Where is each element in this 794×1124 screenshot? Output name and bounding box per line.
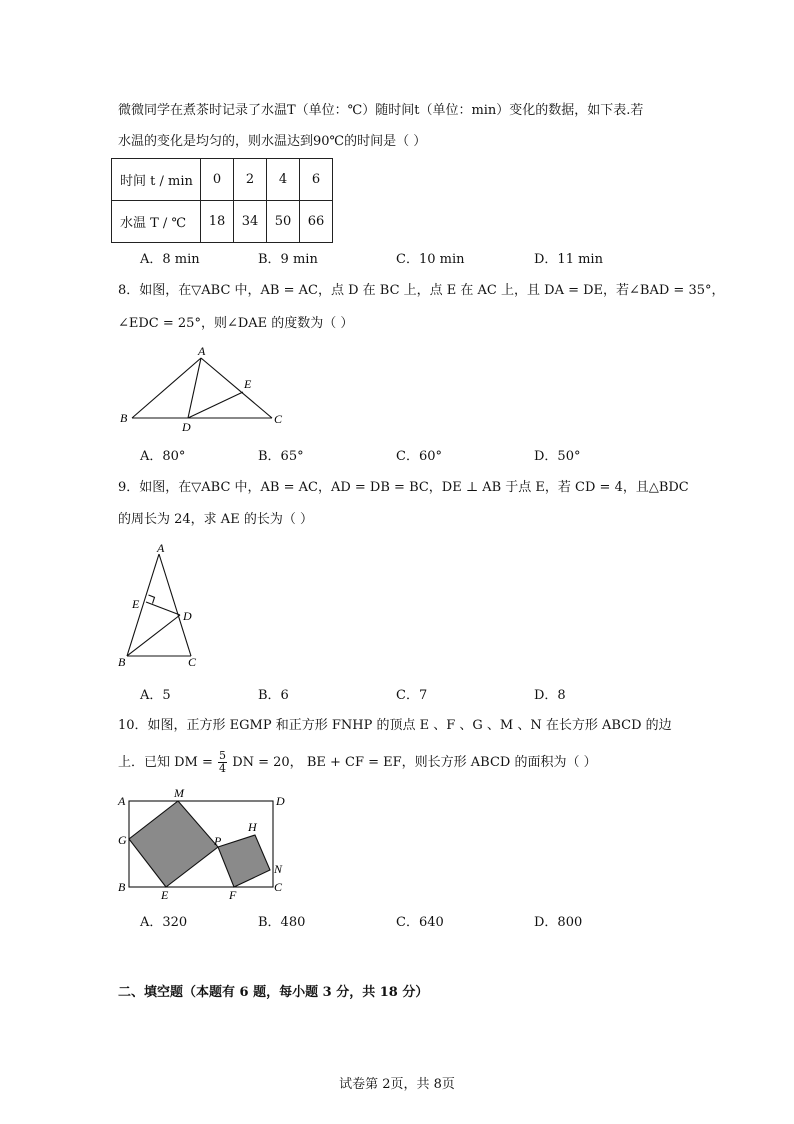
label-e: E: [132, 597, 140, 611]
option-d[interactable]: D．800: [534, 915, 583, 930]
table-cell: 4: [267, 159, 300, 201]
label-b: B: [120, 411, 128, 425]
label-d: D: [276, 794, 285, 808]
q9-options: [140, 686, 700, 706]
label-c: C: [274, 412, 283, 426]
table-row: [112, 159, 333, 201]
label-e: E: [244, 377, 252, 391]
table-header-temp: 水温 T / ℃: [112, 201, 201, 243]
label-g: G: [118, 833, 127, 847]
label-e: E: [161, 888, 169, 902]
page-footer: 试卷第 2页，共 8页: [339, 1077, 455, 1092]
q10-rectangle-figure: [112, 785, 302, 905]
label-h: H: [248, 820, 257, 834]
table-cell: 34: [234, 201, 267, 243]
table-cell: 50: [267, 201, 300, 243]
q8-line-2: ∠EDC = 25°，则∠DAE 的度数为（ ）: [118, 316, 354, 331]
label-m: M: [174, 786, 184, 800]
q7-line-2: 水温的变化是均匀的，则水温达到90℃的时间是（ ）: [118, 134, 427, 149]
table-row: [112, 201, 333, 243]
option-a[interactable]: A．8 min: [140, 252, 200, 267]
option-b[interactable]: B．6: [258, 688, 289, 703]
label-c: C: [274, 880, 283, 894]
label-f: F: [229, 888, 237, 902]
label-a: A: [157, 541, 165, 555]
option-c[interactable]: C．640: [396, 915, 444, 930]
option-b[interactable]: B．480: [258, 915, 306, 930]
fraction-denominator: 4: [219, 762, 227, 775]
label-a: A: [198, 344, 206, 358]
table-cell: 0: [201, 159, 234, 201]
option-c[interactable]: C．60°: [396, 449, 442, 464]
label-p: P: [214, 834, 222, 848]
q9-line-1: 9．如图，在▽ABC 中，AB = AC，AD = DB = BC，DE ⊥ AB 于点 E，若 CD = 4，且△BDC: [118, 480, 689, 495]
option-c[interactable]: C．10 min: [396, 252, 465, 267]
table-cell: 6: [300, 159, 333, 201]
label-n: N: [274, 862, 283, 876]
q7-data-table: [111, 158, 333, 243]
label-b: B: [118, 655, 126, 669]
option-d[interactable]: D．11 min: [534, 252, 603, 267]
fraction-5-4: [218, 750, 227, 775]
q7-options: [140, 250, 700, 270]
label-a: A: [118, 794, 126, 808]
q9-triangle-figure: [112, 540, 222, 670]
option-a[interactable]: A．5: [140, 688, 171, 703]
q10-line-2-post: DN = 20， BE + CF = EF，则长方形 ABCD 的面积为（ ）: [232, 755, 597, 770]
option-a[interactable]: A．320: [140, 915, 188, 930]
option-b[interactable]: B．65°: [258, 449, 304, 464]
q10-line-1: 10．如图，正方形 EGMP 和正方形 FNHP 的顶点 E 、F 、G 、M 、N 在长方形 ABCD 的边: [118, 718, 672, 733]
option-b[interactable]: B．9 min: [258, 252, 318, 267]
table-cell: 18: [201, 201, 234, 243]
label-c: C: [188, 655, 197, 669]
q10-options: [140, 913, 700, 933]
q9-line-2: 的周长为 24，求 AE 的长为（ ）: [118, 512, 313, 527]
option-d[interactable]: D．50°: [534, 449, 581, 464]
option-a[interactable]: A．80°: [140, 449, 186, 464]
fraction-numerator: 5: [219, 749, 227, 762]
label-d: D: [182, 420, 191, 434]
q10-line-2: [118, 750, 597, 776]
label-b: B: [118, 880, 126, 894]
section-2-heading: 二、填空题（本题有 6 题，每小题 3 分，共 18 分）: [118, 985, 429, 1000]
table-cell: 2: [234, 159, 267, 201]
q8-triangle-figure: [112, 340, 302, 435]
q10-line-2-pre: 上．已知 DM =: [118, 755, 213, 770]
label-d: D: [183, 609, 192, 623]
q7-line-1: 微微同学在煮茶时记录了水温T（单位：℃）随时间t（单位：min）变化的数据，如下表.若: [118, 103, 644, 118]
q8-options: [140, 447, 700, 467]
table-header-time: 时间 t / min: [112, 159, 201, 201]
q8-line-1: 8．如图，在▽ABC 中，AB = AC，点 D 在 BC 上，点 E 在 AC 上，且 DA = DE，若∠BAD = 35°，: [118, 283, 725, 298]
option-d[interactable]: D．8: [534, 688, 566, 703]
table-cell: 66: [300, 201, 333, 243]
option-c[interactable]: C．7: [396, 688, 428, 703]
